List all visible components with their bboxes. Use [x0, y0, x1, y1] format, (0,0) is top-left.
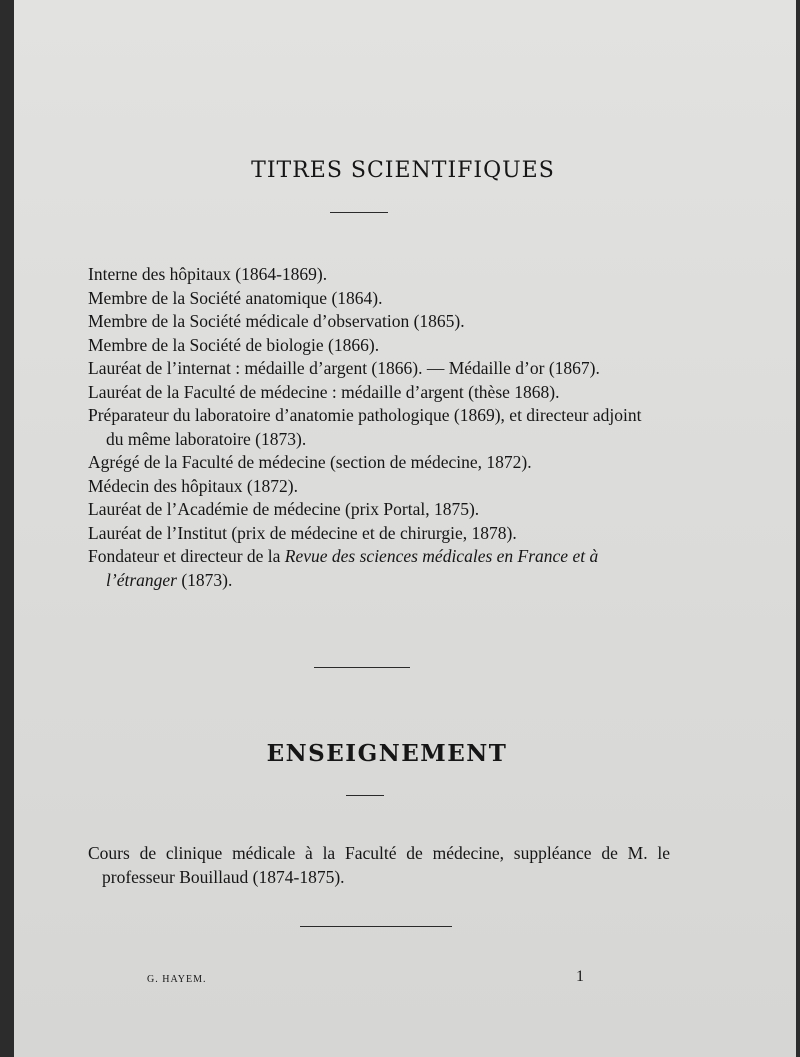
page-number: 1 [576, 968, 584, 985]
list-item: Lauréat de l’internat : médaille d’argent (1866). — Médaille d’or (1867). [88, 358, 600, 378]
list-item: Médecin des hôpitaux (1872). [88, 475, 298, 496]
entry-prefix: Fondateur et directeur de la [88, 546, 285, 566]
list-item: Agrégé de la Faculté de médecine (section de médecine, 1872). [88, 452, 532, 472]
document-page [14, 0, 796, 1057]
teaching-paragraph: Cours de clinique médicale à la Faculté de médecine, suppléance de M. le professeur Bouillaud (1874-1875). [88, 843, 670, 887]
list-item: Membre de la Société anatomique (1864). [88, 287, 383, 308]
titles-list [88, 263, 656, 592]
section-heading-titres: TITRES SCIENTIFIQUES [251, 158, 555, 183]
list-item: Lauréat de la Faculté de médecine : médaille d’argent (thèse 1868). [88, 381, 560, 402]
list-item: Préparateur du laboratoire d’anatomie pathologique (1869), et directeur adjoint du même laboratoire (1873). [88, 405, 642, 449]
list-item: Interne des hôpitaux (1864-1869). [88, 264, 328, 284]
section-heading-enseignement: ENSEIGNEMENT [266, 740, 508, 767]
list-item: Lauréat de l’Académie de médecine (prix Portal, 1875). [88, 499, 480, 519]
section-divider [314, 667, 410, 668]
journal-title: Revue des sciences médicales en France et à l’étranger [106, 546, 599, 590]
list-item: Lauréat de l’Institut (prix de médecine et de chirurgie, 1878). [88, 522, 517, 543]
heading-rule [346, 795, 384, 796]
list-item: Membre de la Société de biologie (1866). [88, 334, 380, 355]
heading-rule [330, 212, 388, 213]
entry-suffix: (1873). [176, 569, 233, 590]
list-item-revue [88, 545, 656, 592]
list-item: Membre de la Société médicale d’observation (1865). [88, 311, 465, 331]
footer-signature: G. HAYEM. [147, 974, 207, 985]
section-divider [300, 926, 452, 927]
